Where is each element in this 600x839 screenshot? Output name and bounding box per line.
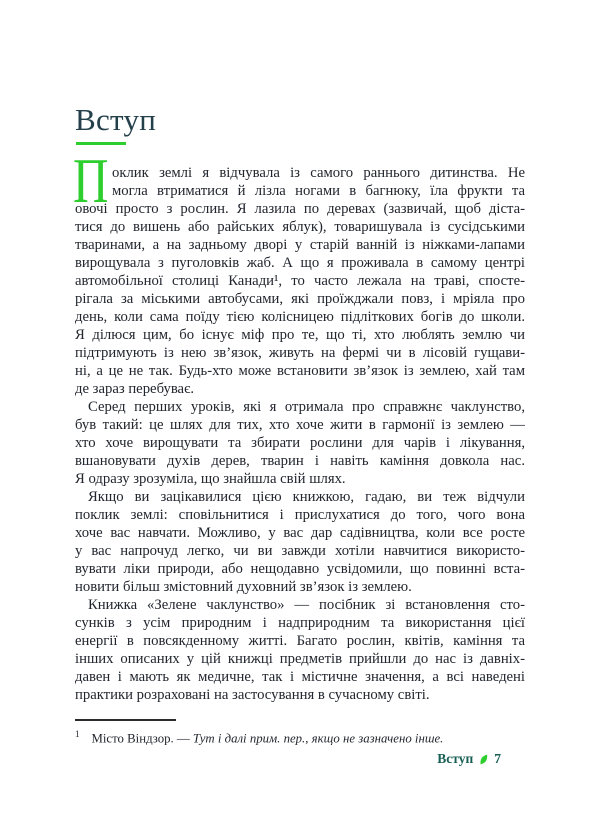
text-line: новити більш змістовний духовний зв’язок із землею. xyxy=(75,579,412,595)
text-line: рігала за міськими автобусами, які проїжджали повз, і мріяла про xyxy=(75,291,525,307)
page-footer xyxy=(437,751,501,767)
text-line: хто хоче вирощувати та збирати рослини для чарів і лікування, xyxy=(75,435,525,451)
paragraph xyxy=(75,398,525,488)
footnote-text-italic: Тут і далі прим. пер., якщо не зазначено інше. xyxy=(192,731,444,746)
text-line: підтримують із нею зв’язок, живуть на фермі чи в лісовій гущави- xyxy=(75,345,525,361)
paragraph xyxy=(75,164,525,398)
text-line: вшановувати духів дерев, тварин і навіть каміння довкола нас. xyxy=(75,453,525,469)
text-line: був такий: це шлях для тих, хто хоче жити в гармонії із землею — xyxy=(75,417,525,433)
text-line: вувати ліки природи, або нещодавно усвідомили, що повинні вста- xyxy=(75,561,525,577)
text-line: оклик землі я відчувала із самого раннього дитинства. Не xyxy=(112,165,525,181)
text-line: могла втриматися й лізла ногами в багнюку, їла фрукти та xyxy=(112,183,525,199)
text-line: Книжка «Зелене чаклунство» — посібник зі встановлення сто- xyxy=(88,597,525,613)
dropcap-letter: П xyxy=(73,146,109,216)
text-line: у вас напрочуд легко, чи ви завжди хотіли навчитися використо- xyxy=(75,543,525,559)
title-underline-divider xyxy=(76,142,126,145)
text-line: ні, а це не так. Будь-хто може встановити зв’язок із землею, хай там xyxy=(75,363,525,379)
paragraph xyxy=(75,596,525,704)
text-line: Я ділюся цим, бо існує міф про те, що ті, хто люблять землю чи xyxy=(75,327,525,343)
text-line: день, коли сама поїду тією колісницею підліткових богів до школи. xyxy=(75,309,525,325)
footnote xyxy=(75,726,525,746)
footnote-text-regular: Місто Віндзор. — xyxy=(91,731,193,746)
text-line: поклик землі: сповільнитися і прислухатися до того, чого вона xyxy=(75,507,525,523)
leaf-icon xyxy=(478,754,489,765)
text-line: де зараз перебуває. xyxy=(75,381,195,397)
text-line: сунків з усім природним і надприродним та використання цієї xyxy=(75,615,525,631)
footnote-divider xyxy=(75,719,176,721)
text-line: автомобільної столиці Канади¹, то часто лежала на траві, спосте- xyxy=(75,273,525,289)
page-number: 7 xyxy=(494,751,501,766)
paragraph xyxy=(75,488,525,596)
text-line: вирощувала з пуголовків жаб. А що я проживала в самому центрі xyxy=(75,255,525,271)
text-line: давен і мають як медичне, так і містичне значення, а всі наведені xyxy=(75,669,525,685)
text-line: Серед перших уроків, які я отримала про справжнє чаклунство, xyxy=(88,399,525,415)
text-line: інших описаних у цій книжці предметів прийшли до нас із давніх- xyxy=(75,651,525,667)
body-text xyxy=(75,164,525,704)
text-line: енергії в повсякденному житті. Багато рослин, квітів, каміння та xyxy=(75,633,525,649)
footnote-marker: 1 xyxy=(75,729,80,739)
text-line: Я одразу зрозуміла, що знайшла свій шлях. xyxy=(75,471,346,487)
chapter-title: Вступ xyxy=(75,102,157,137)
text-line: Якщо ви зацікавилися цією книжкою, гадаю, ви теж відчули xyxy=(88,489,525,505)
text-line: тися до вишень або райських яблук), товаришувала із сусідськими xyxy=(75,219,525,235)
footer-section-label: Вступ xyxy=(437,751,474,766)
text-line: хоче вас навчати. Можливо, у вас дар садівництва, коли все росте xyxy=(75,525,525,541)
text-line: практики розраховані на застосування в сучасному світі. xyxy=(75,687,430,703)
text-line: овочі просто з рослин. Я лазила по деревах (зазвичай, щоб діста- xyxy=(75,201,525,217)
text-line: тваринами, а на задньому дворі у старій ванній із ніжками-лапами xyxy=(75,237,525,253)
